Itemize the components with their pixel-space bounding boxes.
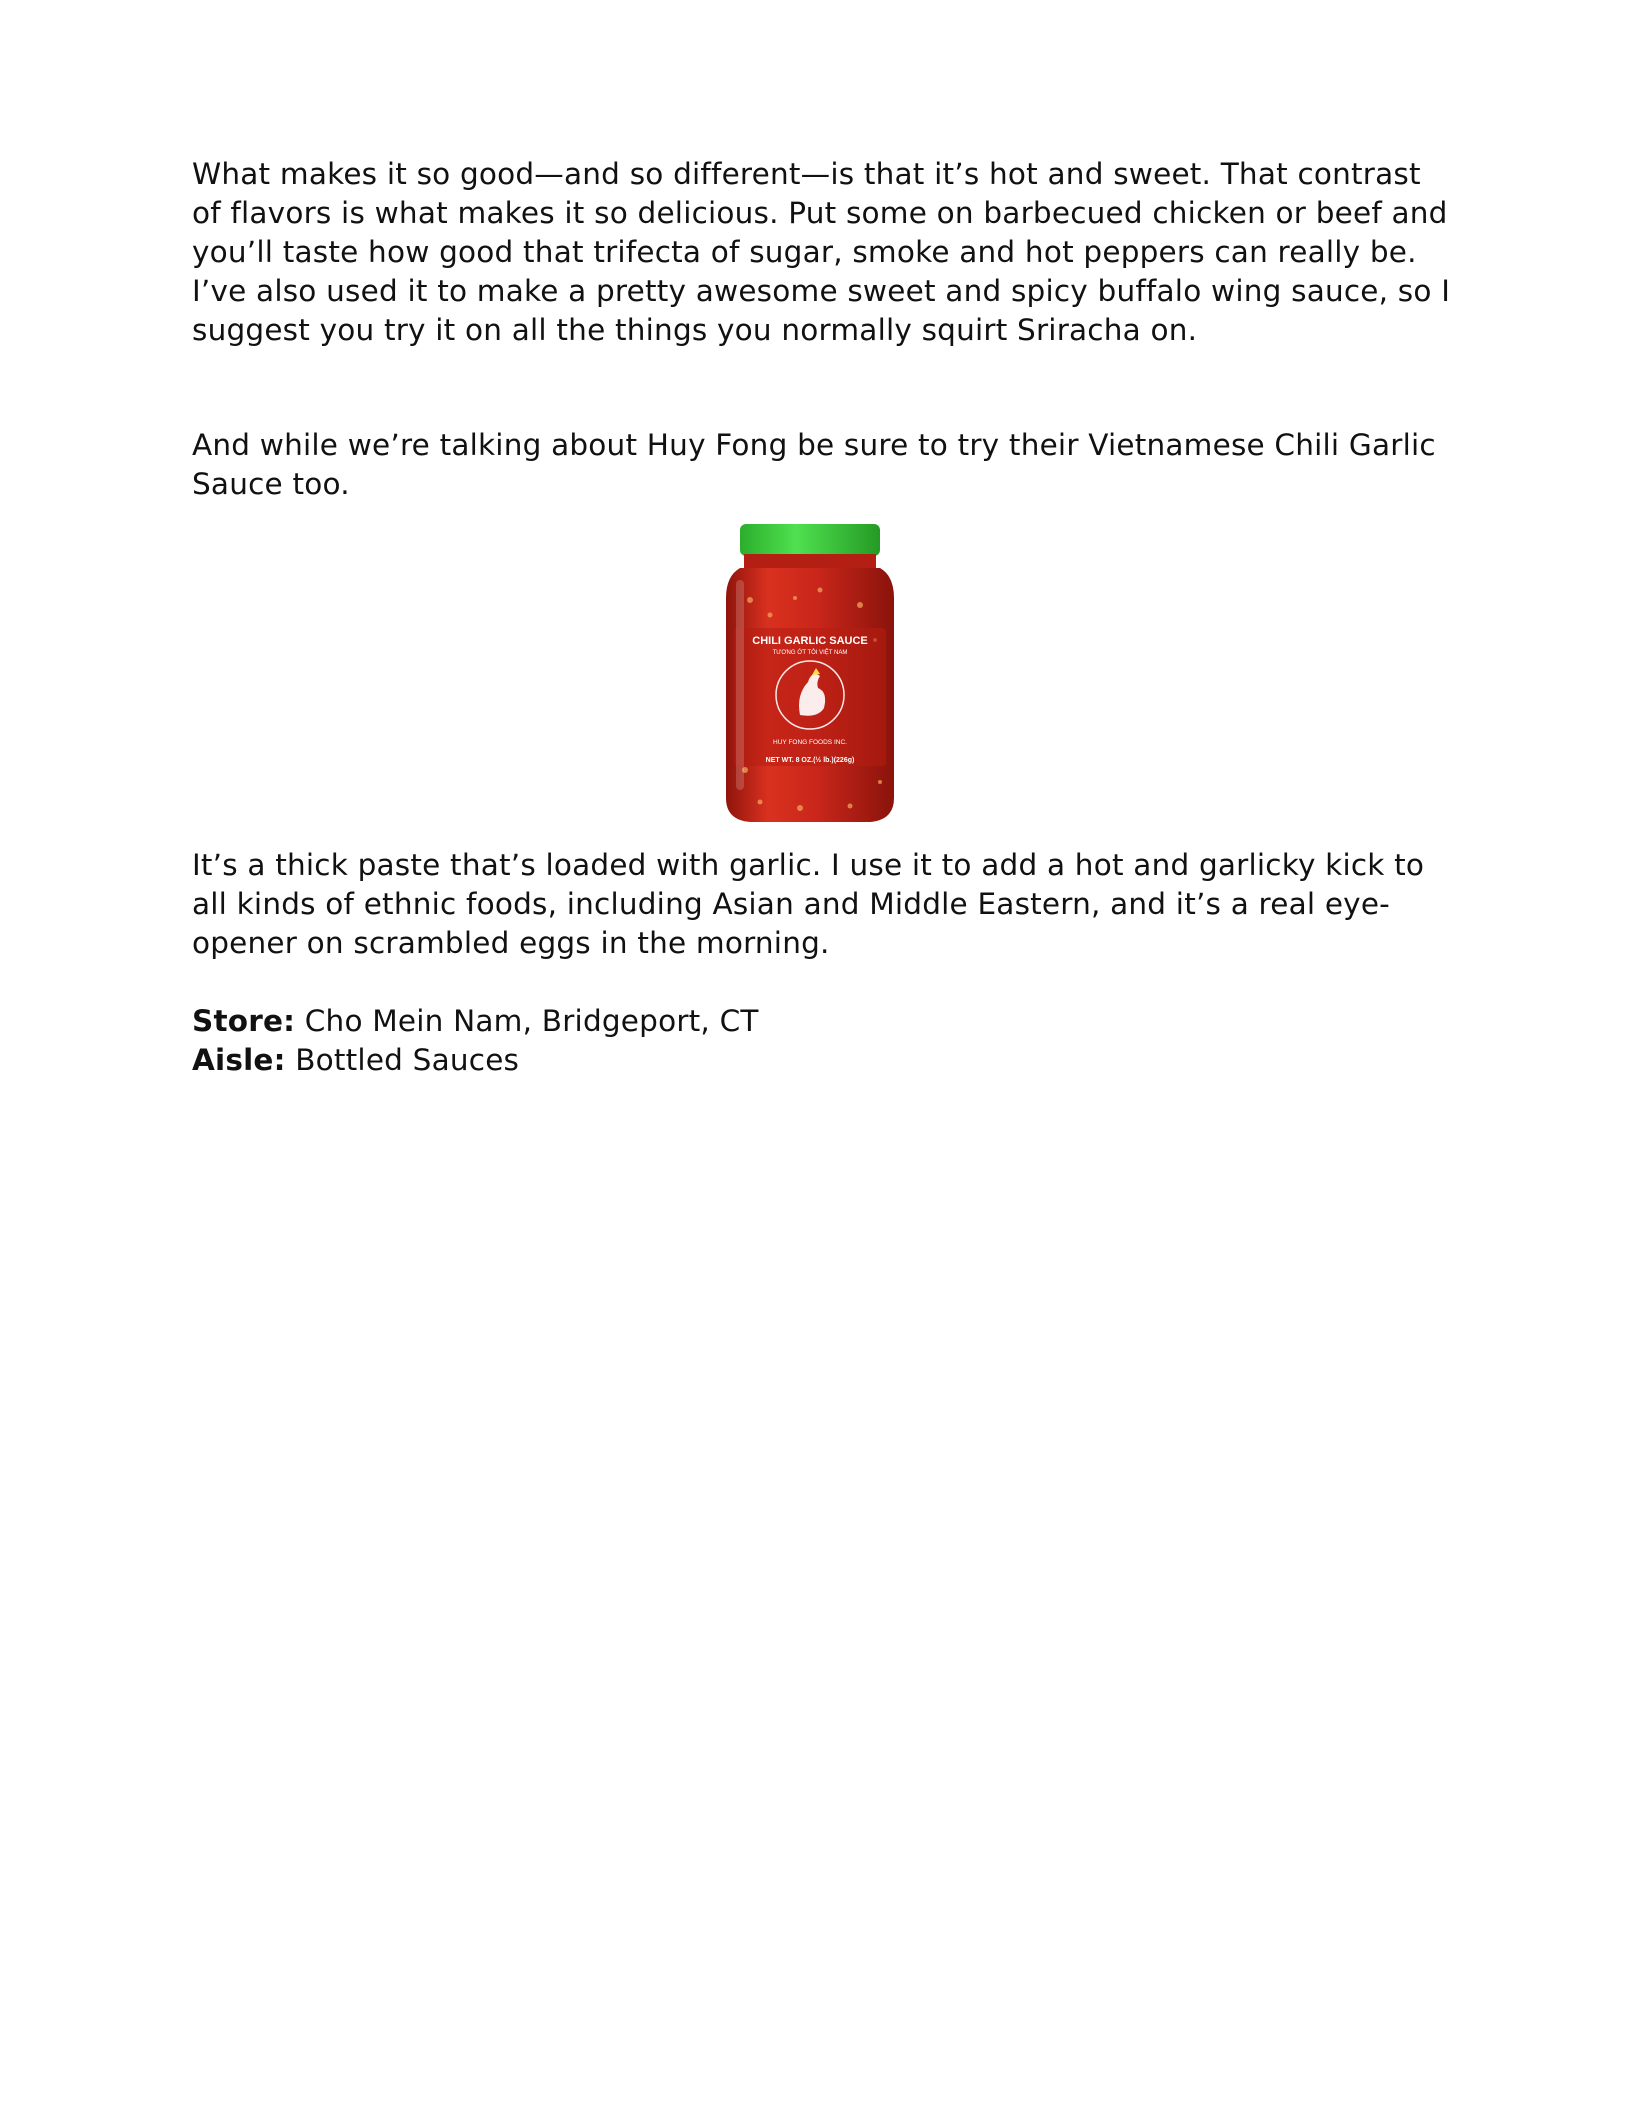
- jar-label-arc-text: TƯƠNG ỚT TỎI VIỆT NAM: [772, 650, 848, 656]
- chili-garlic-sauce-jar-image: [700, 520, 920, 830]
- jar-label-net-weight: NET WT. 8 OZ.(½ lb.)(226g): [765, 757, 855, 764]
- aisle-label: Aisle:: [192, 1043, 286, 1077]
- paragraph-chili-garlic-description: It’s a thick paste that’s loaded with garlic. I use it to add a hot and garlicky kick to all kinds of ethnic foods, including Asian and Middle Eastern, and it’s a real eye-opener on scrambled eggs in the morning.: [192, 848, 1425, 960]
- store-label: Store:: [192, 1004, 296, 1038]
- jar-label-brand: HUY FONG FOODS INC.: [773, 739, 847, 746]
- jar-cap: [740, 524, 880, 556]
- store-value: Cho Mein Nam, Bridgeport, CT: [304, 1004, 759, 1038]
- jar-label-title: CHILI GARLIC SAUCE: [752, 635, 868, 647]
- paragraph-chili-garlic-intro: And while we’re talking about Huy Fong be sure to try their Vietnamese Chili Garlic Sauce too.: [192, 428, 1436, 501]
- paragraph-sriracha-description: What makes it so good—and so different—is that it’s hot and sweet. That contrast of flavors is what makes it so delicious. Put some on barbecued chicken or beef and you’ll taste how good that trifecta of sugar, smoke and hot peppers can really be. I’ve also used it to make a pretty awesome sweet and spicy buffalo wing sauce, so I suggest you try it on all the things you normally squirt Sriracha on.: [192, 157, 1451, 347]
- store-info: [192, 1002, 1454, 1041]
- aisle-info: [192, 1041, 1454, 1080]
- aisle-value: Bottled Sauces: [295, 1043, 520, 1077]
